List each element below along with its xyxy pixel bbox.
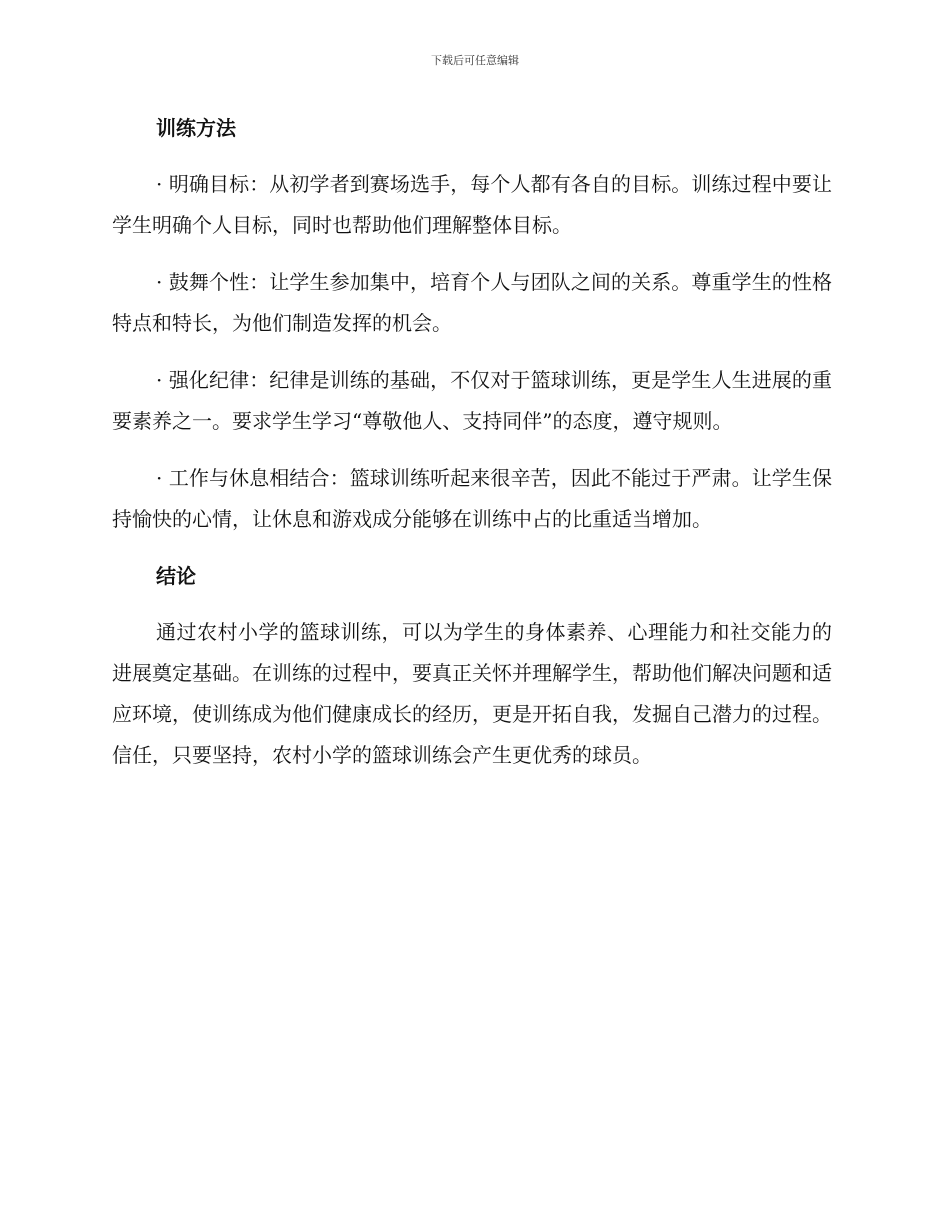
method-item-work-rest-balance: · 工作与休息相结合：篮球训练听起来很辛苦，因此不能过于严肃。让学生保持愉快的心情，让休息和游戏成分能够在训练中占的比重适当增加。 [112, 466, 832, 531]
document-body [112, 108, 832, 792]
conclusion-paragraph: 通过农村小学的篮球训练，可以为学生的身体素养、心理能力和社交能力的进展奠定基础。在训练的过程中，要真正关怀并理解学生，帮助他们解决问题和适应环境，使训练成为他们健康成长的经历，更是开拓自我，发掘自己潜力的过程。信任，只要坚持，农村小学的篮球训练会产生更优秀的球员。 [112, 620, 832, 767]
method-item-clear-goals: · 明确目标：从初学者到赛场选手，每个人都有各自的目标。训练过程中要让学生明确个人目标，同时也帮助他们理解整体目标。 [112, 172, 832, 237]
method-item-encourage-individuality: · 鼓舞个性：让学生参加集中，培育个人与团队之间的关系。尊重学生的性格特点和特长，为他们制造发挥的机会。 [112, 270, 832, 335]
section-heading-conclusion: 结论 [156, 564, 196, 588]
method-item-strengthen-discipline: · 强化纪律：纪律是训练的基础，不仅对于篮球训练，更是学生人生进展的重要素养之一。要求学生学习“尊敬他人、支持同伴”的态度，遵守规则。 [112, 368, 832, 433]
section-heading-training-methods: 训练方法 [156, 116, 236, 140]
page-header-note: 下载后可任意编辑 [431, 54, 519, 67]
